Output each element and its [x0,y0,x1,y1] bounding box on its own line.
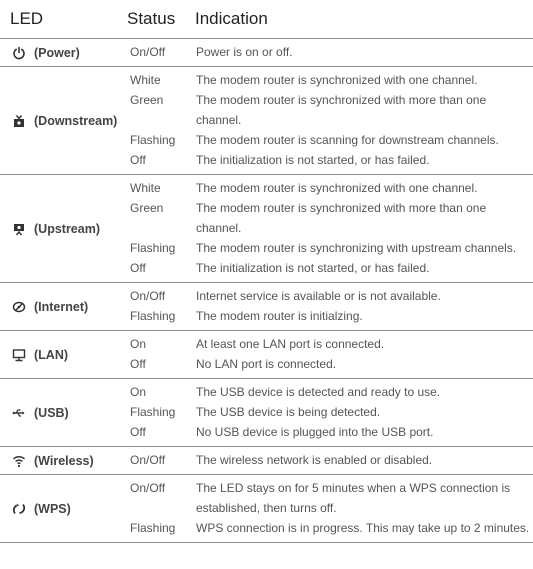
indication-cell: channel. [196,221,242,235]
indication-cell: No LAN port is connected. [196,357,337,371]
indication-cell: The USB device is being detected. [196,405,381,419]
indication-cell: The modem router is synchronized with one channel. [196,73,478,87]
status-cell: On [130,385,147,399]
status-cell: White [130,181,161,195]
indication-cell: At least one LAN port is connected. [196,337,385,351]
status-cell: Flashing [130,133,176,147]
header-indication: Indication [195,9,268,28]
indication-cell: The modem router is initialzing. [196,309,363,323]
status-cell: Off [130,425,146,439]
table-row [0,379,533,447]
indication-cell: Internet service is available or is not available. [196,289,441,303]
table-row [0,39,533,67]
indication-cell: established, then turns off. [196,501,337,515]
table-body [0,39,533,543]
table-row [0,447,533,475]
status-cell: On/Off [130,45,166,59]
header-status: Status [127,9,176,28]
table-row [0,175,533,283]
status-cell: Off [130,153,146,167]
status-cell: On/Off [130,289,166,303]
indication-cell: The modem router is synchronized with one channel. [196,181,478,195]
table-row [0,331,533,379]
status-cell: On/Off [130,481,166,495]
led-label: (Internet) [34,299,89,314]
indication-cell: channel. [196,113,242,127]
status-cell: Flashing [130,521,176,535]
led-label: (LAN) [34,347,69,362]
status-cell: Flashing [130,405,176,419]
indication-cell: The initialization is not started, or has failed. [196,261,430,275]
table-row [0,475,533,543]
status-cell: Off [130,261,146,275]
indication-cell: The modem router is synchronized with more than one [196,201,487,215]
status-cell: Flashing [130,309,176,323]
status-cell: Flashing [130,241,176,255]
status-cell: White [130,73,161,87]
header-led: LED [10,9,44,28]
led-label: (Power) [34,45,80,60]
table-row [0,67,533,175]
status-cell: Off [130,357,146,371]
led-label: (Wireless) [34,453,94,468]
led-label: (Downstream) [34,113,118,128]
indication-cell: The modem router is synchronizing with upstream channels. [196,241,517,255]
led-label: (Upstream) [34,221,100,236]
indication-cell: The wireless network is enabled or disabled. [196,453,433,467]
indication-cell: WPS connection is in progress. This may take up to 2 minutes. [196,521,530,535]
indication-cell: The USB device is detected and ready to use. [196,385,441,399]
indication-cell: Power is on or off. [196,45,293,59]
led-label: (WPS) [34,501,71,516]
indication-cell: The modem router is synchronized with more than one [196,93,487,107]
status-cell: Green [130,201,164,215]
table-header [0,0,533,39]
indication-cell: No USB device is plugged into the USB port. [196,425,434,439]
table-row [0,283,533,331]
status-cell: On [130,337,147,351]
status-cell: Green [130,93,164,107]
indication-cell: The modem router is scanning for downstream channels. [196,133,499,147]
indication-cell: The initialization is not started, or has failed. [196,153,430,167]
led-label: (USB) [34,405,69,420]
status-cell: On/Off [130,453,166,467]
indication-cell: The LED stays on for 5 minutes when a WPS connection is [196,481,511,495]
